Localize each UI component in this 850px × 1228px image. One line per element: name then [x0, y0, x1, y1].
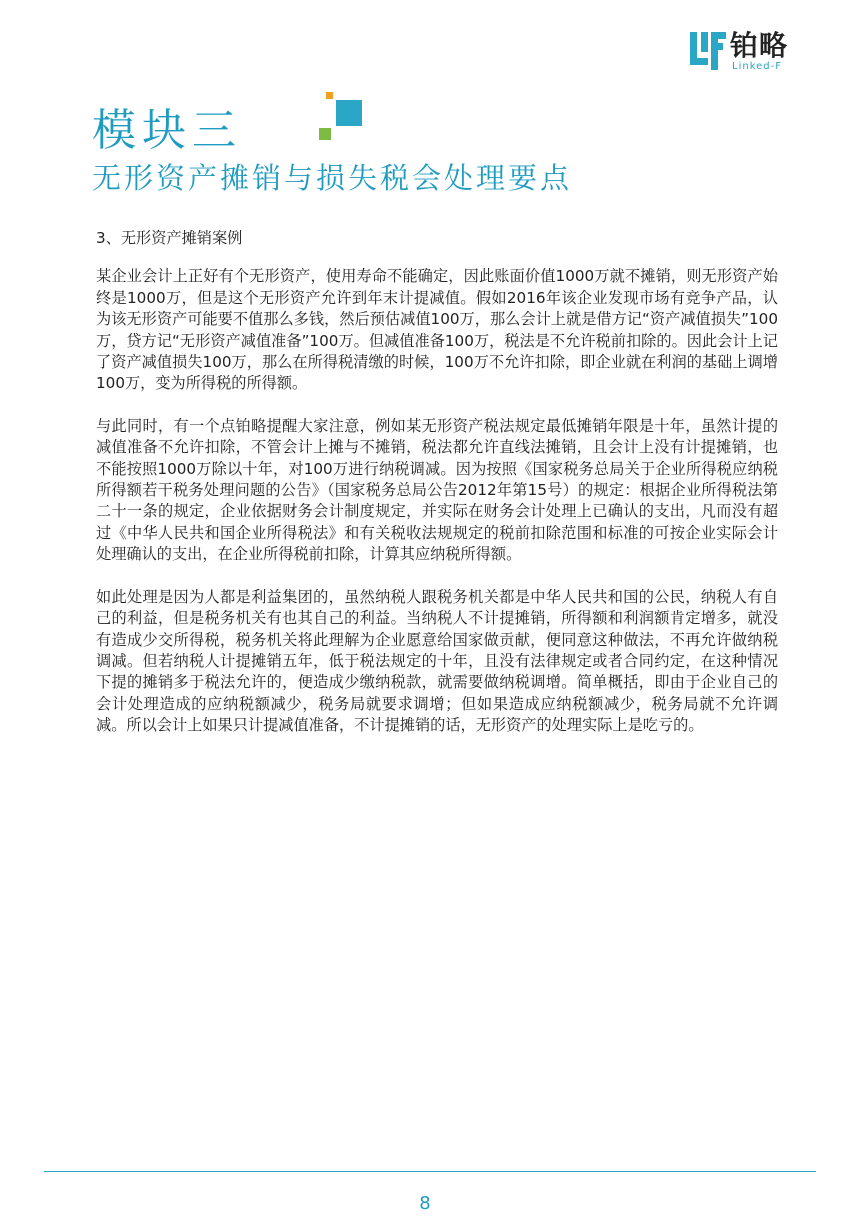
section-heading: 3、无形资产摊销案例: [96, 229, 243, 247]
linked-f-logo-icon: [690, 32, 726, 70]
module-subtitle: 无形资产摊销与损失税会处理要点: [92, 161, 573, 195]
logo-english-text: Linked-F: [732, 61, 782, 72]
teal-square: [336, 100, 362, 126]
paragraph-3: 如此处理是因为人都是利益集团的，虽然纳税人跟税务机关都是中华人民共和国的公民，纳税人有自己的利益，但是税务机关有也其自己的利益。当纳税人不计提摊销，所得额和利润额肯定增多，就没有造成少交所得税，税务机关将此理解为企业愿意给国家做贡献，便同意这种做法，不再允许做纳税调减。但若纳税人计提摊销五年，低于税法规定的十年，且没有法律规定或者合同约定，在这种情况下提的摊销多于税法允许的，便造成少缴纳税款，就需要做纳税调增。简单概括，即由于企业自己的会计处理造成的应纳税额减少，税务局就要求调增；但如果造成应纳税额减少，税务局就不允许调减。所以会计上如果只计提减值准备，不计提摊销的话，无形资产的处理实际上是吃亏的。: [96, 587, 778, 735]
page-number: 8: [419, 1193, 431, 1214]
brand-logo: [690, 29, 808, 72]
logo-chinese-text: 铂略: [730, 29, 789, 62]
decorative-squares-icon: [316, 92, 366, 144]
green-square: [319, 128, 331, 140]
module-title: 模块三: [92, 105, 242, 156]
paragraph-1: 某企业会计上正好有个无形资产，使用寿命不能确定，因此账面价值1000万就不摊销，则无形资产始终是1000万，但是这个无形资产允许到年末计提减值。假如2016年该企业发现市场有竞争产品，认为该无形资产可能要不值那么多钱，然后预估减值100万，那么会计上就是借方记“资产减值损失”100万，贷方记“无形资产减值准备”100万。但减值准备100万，税法是不允许税前扣除的。因此会计上记了资产减值损失100万，那么在所得税清缴的时候，100万不允许扣除，即企业就在利润的基础上调增100万，变为所得税的所得额。: [96, 267, 778, 393]
paragraph-2: 与此同时，有一个点铂略提醒大家注意，例如某无形资产税法规定最低摊销年限是十年，虽然计提的减值准备不允许扣除，不管会计上摊与不摊销，税法都允许直线法摊销，且会计上没有计提摊销，也不能按照1000万除以十年，对100万进行纳税调减。因为按照《国家税务总局关于企业所得税应纳税所得额若干税务处理问题的公告》（国家税务总局公告2012年第15号）的规定：根据企业所得税法第二十一条的规定，企业依据财务会计制度规定，并实际在财务会计处理上已确认的支出，凡而没有超过《中华人民共和国企业所得税法》和有关税收法规规定的税前扣除范围和标准的可按企业实际会计处理确认的支出，在企业所得税前扣除，计算其应纳税所得额。: [96, 416, 778, 564]
article-body: [96, 228, 778, 758]
footer-divider: [44, 1171, 816, 1172]
orange-square: [326, 92, 333, 99]
